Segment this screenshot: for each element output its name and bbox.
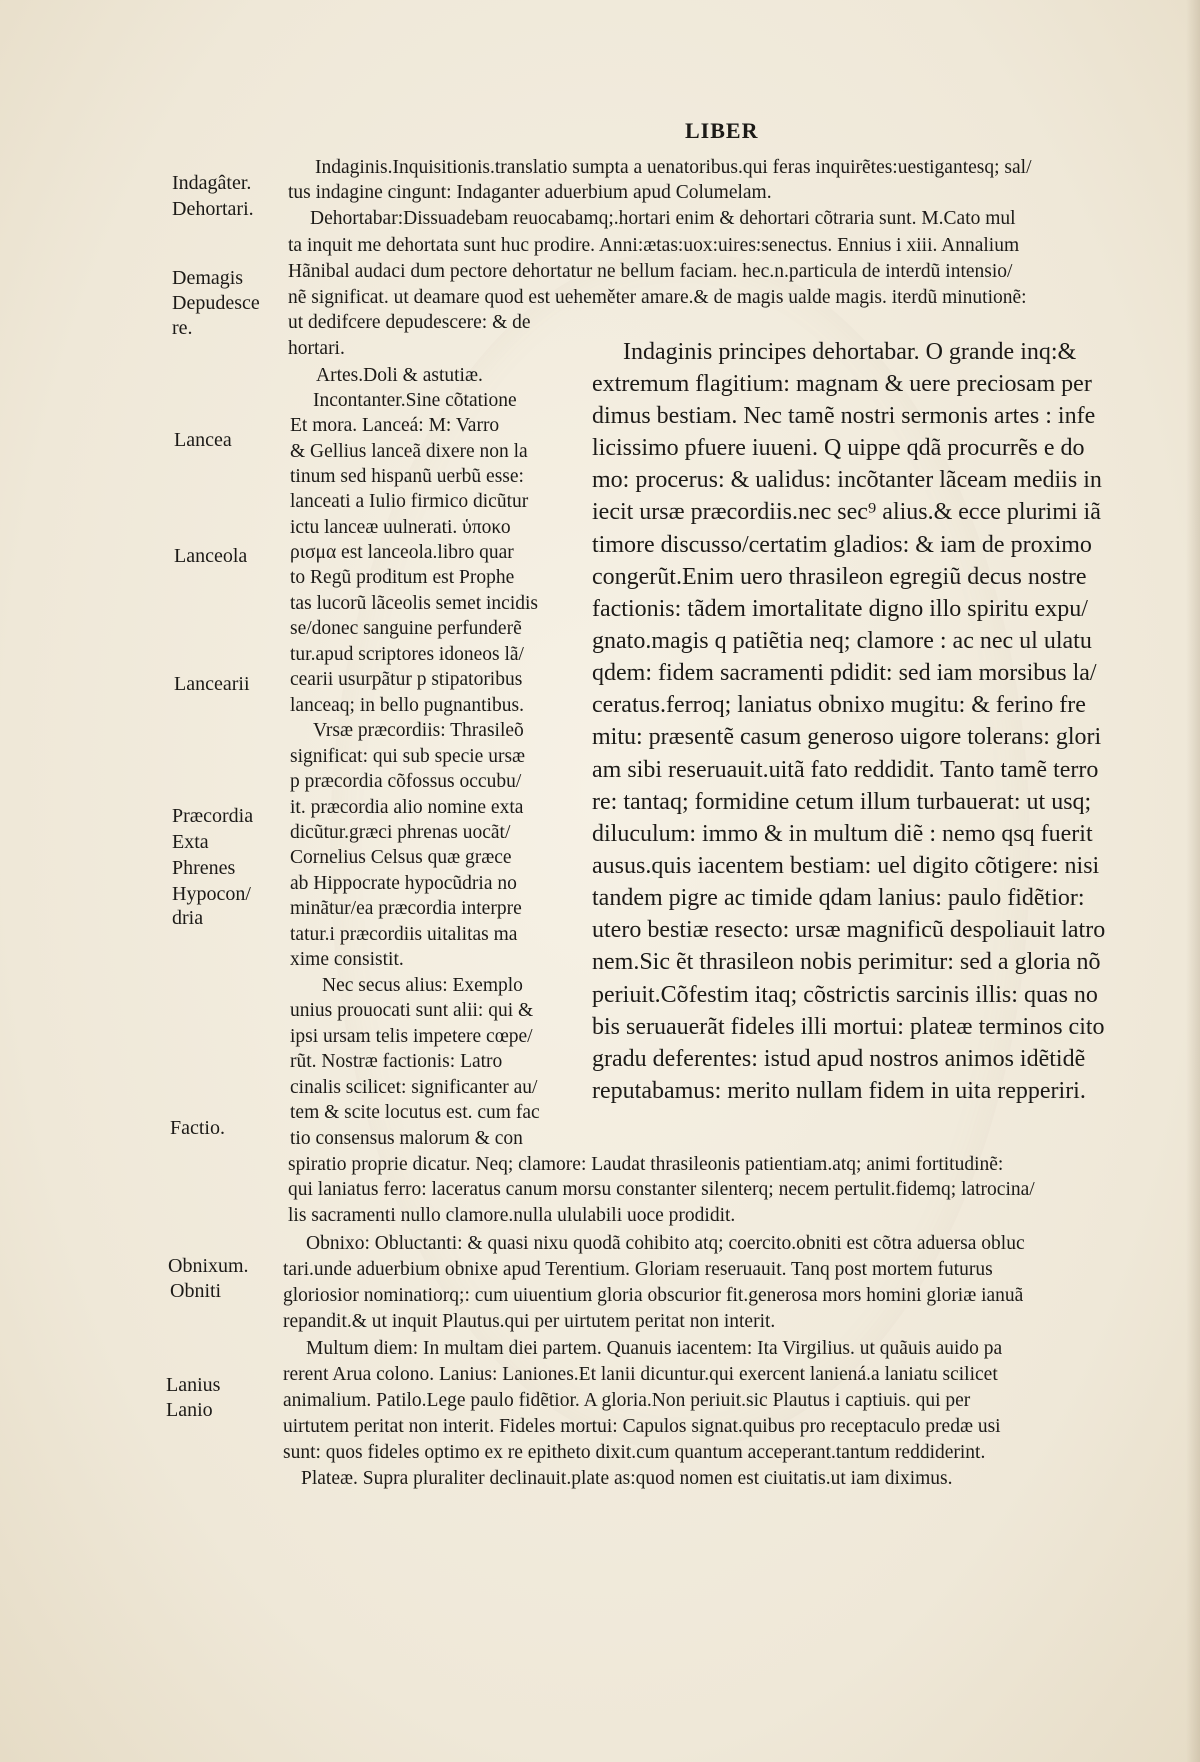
commentary-line: animalium. Patilo.Lege paulo fidẽtior. A gloria.Non periuit.sic Plautus i captiuis. qui per xyxy=(283,1390,971,1411)
commentary-line: nẽ significat. ut deamare quod est ueheměter amare.& de magis ualde magis. iterdũ minutionẽ: xyxy=(288,287,1027,308)
commentary-line: uirtutem peritat non interit. Fideles mortui: Capulos signat.quibus pro receptaculo predæ usi xyxy=(283,1416,1001,1437)
main-text-line: re: tantaq; formidine cetum illum turbauerat: ut usq; xyxy=(592,789,1092,815)
margin-note: Hypocon/ xyxy=(172,883,251,905)
main-text-line: gradu deferentes: istud apud nostros animos idẽtidẽ xyxy=(592,1046,1086,1072)
commentary-line: dicũtur.græci phrenas uocãt/ xyxy=(290,822,511,843)
main-text-line: am sibi reseruauit.uitã fato reddidit. Tanto tamẽ terro xyxy=(592,757,1099,783)
page-edge-shadow xyxy=(1186,0,1200,1762)
main-text-line: qdem: fidem sacramenti pdidit: sed iam morsibus la/ xyxy=(592,660,1097,686)
main-text-line: ceratus.ferroq; laniatus obnixo mugitu: & ferino fre xyxy=(592,692,1086,718)
commentary-line: to Regũ proditum est Prophe xyxy=(290,567,515,588)
commentary-line: Artes.Doli & astutiæ. xyxy=(316,365,483,386)
commentary-line: lis sacramenti nullo clamore.nulla ululabili uoce prodidit. xyxy=(288,1205,736,1226)
commentary-line: cinalis scilicet: significanter au/ xyxy=(290,1077,538,1098)
margin-note: dria xyxy=(172,907,204,929)
commentary-line: Obnixo: Obluctanti: & quasi nixu quodã cohibito atq; coercito.obniti est cõtra aduersa obluc xyxy=(306,1233,1025,1254)
main-text-line: ausus.quis iacentem bestiam: uel digito cõtigere: nisi xyxy=(592,853,1100,879)
commentary-line: ut dedifcere depudescere: & de xyxy=(288,312,531,333)
commentary-line: qui laniatus ferro: laceratus canum morsu constanter silenterq; necem pertulit.fidemq; latrocina/ xyxy=(288,1179,1035,1200)
commentary-line: tinum sed hispanũ uerbũ esse: xyxy=(290,466,524,487)
main-text-line: reputabamus: merito nullam fidem in uita repperiri. xyxy=(592,1078,1086,1104)
commentary-line: sunt: quos fideles optimo ex re epitheto dixit.cum quantum acceperant.tantum reddiderint. xyxy=(283,1442,986,1463)
main-text-line: diluculum: immo & in multum diẽ : nemo qsq fuerit xyxy=(592,821,1093,847)
commentary-line: rerent Arua colono. Lanius: Laniones.Et lanii dicuntur.qui exercent laniená.a laniatu scilicet xyxy=(283,1364,998,1385)
margin-note: Indagâter. xyxy=(172,172,252,194)
margin-note: Depudesce xyxy=(172,292,260,314)
margin-note: re. xyxy=(172,317,193,339)
main-text-line: extremum flagitium: magnam & uere preciosam per xyxy=(592,371,1092,397)
commentary-line: spiratio proprie dicatur. Neq; clamore: Laudat thrasileonis patientiam.atq; animi fortitudinẽ: xyxy=(288,1154,1004,1175)
commentary-line: p præcordia cõfossus occubu/ xyxy=(290,771,522,792)
commentary-line: repandit.& ut inquit Plautus.qui per uirtutem peritat non interit. xyxy=(283,1311,776,1332)
commentary-line: minãtur/ea præcordia interpre xyxy=(290,898,522,919)
commentary-line: Et mora. Lanceá: M: Varro xyxy=(290,415,500,436)
margin-note: Lanceola xyxy=(174,545,248,567)
commentary-line: se/donec sanguine perfunderẽ xyxy=(290,618,522,639)
commentary-line: tari.unde aduerbium obnixe apud Terentium. Gloriam reseruauit. Tanq post mortem futurus xyxy=(283,1259,993,1280)
margin-note: Lancea xyxy=(174,429,232,451)
main-text-line: Indaginis principes dehortabar. O grande inq:& xyxy=(623,339,1077,365)
main-text-line: mo: procerus: & ualidus: incõtanter lãceam mediis in xyxy=(592,467,1102,493)
commentary-line: Nec secus alius: Exemplo xyxy=(322,975,523,996)
commentary-line: Indaginis.Inquisitionis.translatio sumpta a uenatoribus.qui feras inquirẽtes:uestigantesq; sal/ xyxy=(315,157,1032,178)
main-text-line: tandem pigre ac timide qdam lanius: paulo fidẽtior: xyxy=(592,885,1085,911)
commentary-line: tem & scite locutus est. cum fac xyxy=(290,1102,540,1123)
commentary-line: Incontanter.Sine cõtatione xyxy=(313,390,517,411)
commentary-line: tus indagine cingunt: Indaganter aduerbium apud Columelam. xyxy=(288,182,772,203)
commentary-line: it. præcordia alio nomine exta xyxy=(290,797,524,818)
commentary-line: tas lucorũ lãceolis semet incidis xyxy=(290,593,539,614)
commentary-line: ab Hippocrate hypocũdria no xyxy=(290,873,517,894)
main-text-line: factionis: tãdem imortalitate digno illo spiritu expu/ xyxy=(592,596,1088,622)
commentary-line: lanceati a Iulio firmico dicũtur xyxy=(290,491,529,512)
main-text-line: mitu: præsentẽ casum generoso uigore tolerans: glori xyxy=(592,724,1102,750)
commentary-line: ipsi ursam telis impetere cœpe/ xyxy=(290,1026,533,1047)
main-text-line: iecit ursæ præcordiis.nec sec⁹ alius.& ecce plurimi iã xyxy=(592,499,1101,525)
commentary-line: significat: qui sub specie ursæ xyxy=(290,746,526,767)
margin-note: Præcordia xyxy=(172,805,254,827)
margin-note: Factio. xyxy=(170,1117,225,1139)
margin-note: Lanius xyxy=(166,1374,221,1396)
commentary-line: lanceaq; in bello pugnantibus. xyxy=(290,695,524,716)
running-head: LIBER xyxy=(685,118,759,143)
margin-note: Lanio xyxy=(166,1399,213,1421)
margin-note: Dehortari. xyxy=(172,198,254,220)
commentary-line: Dehortabar:Dissuadebam reuocabamq;.hortari enim & dehortari cõtraria sunt. M.Cato mul xyxy=(310,208,1016,229)
margin-note: Phrenes xyxy=(172,857,236,879)
main-text-line: utero bestiæ resecto: ursæ magnificũ despoliauit latro xyxy=(592,917,1106,943)
commentary-line: Vrsæ præcordiis: Thrasileõ xyxy=(313,720,524,741)
commentary-line: Cornelius Celsus quæ græce xyxy=(290,847,512,868)
margin-note: Exta xyxy=(172,831,209,853)
margin-note: Obniti xyxy=(170,1280,222,1302)
main-text-line: dimus bestiam. Nec tamẽ nostri sermonis artes : infe xyxy=(592,403,1096,429)
commentary-line: tur.apud scriptores idoneos lã/ xyxy=(290,644,524,665)
margin-note: Obnixum. xyxy=(168,1255,249,1277)
main-text-line: periuit.Cõfestim itaq; cõstrictis sarcinis illis: quas no xyxy=(592,982,1098,1008)
commentary-line: Multum diem: In multam diei partem. Quanuis iacentem: Ita Virgilius. ut quãuis auido pa xyxy=(306,1338,1003,1359)
commentary-line: tatur.i præcordiis uitalitas ma xyxy=(290,924,518,945)
main-text-line: timore discusso/certatim gladios: & iam de proximo xyxy=(592,532,1092,558)
commentary-line: cearii usurpãtur p stipatoribus xyxy=(290,669,523,690)
commentary-line: Hãnibal audaci dum pectore dehortatur ne bellum faciam. hec.n.particula de interdũ intensio/ xyxy=(288,261,1013,282)
commentary-line: gloriosior nominatiorq;: cum uiuentium gloria obscurior fit.generosa mors homini gloriæ ianuã xyxy=(283,1285,1024,1306)
margin-note: Demagis xyxy=(172,267,244,289)
commentary-line: ictu lanceæ uulnerati. ὑποκο xyxy=(290,517,511,538)
commentary-line: tio consensus malorum & con xyxy=(290,1128,523,1149)
main-text-line: congerũt.Enim uero thrasileon egregiũ decus nostre xyxy=(592,564,1087,590)
commentary-line: hortari. xyxy=(288,338,345,359)
main-text-line: nem.Sic ẽt thrasileon nobis perimitur: sed a gloria nõ xyxy=(592,949,1101,975)
main-text-line: licissimo pfuere iuueni. Q uippe qdã procurrẽs e do xyxy=(592,435,1085,461)
commentary-line: xime consistit. xyxy=(290,949,404,970)
commentary-line: ta inquit me dehortata sunt huc prodire. Anni:ætas:uox:uires:senectus. Ennius i xiii. Annalium xyxy=(288,235,1020,256)
main-text-line: bis seruauerãt fideles illi mortui: plateæ terminos cito xyxy=(592,1014,1105,1040)
commentary-line: unius prouocati sunt alii: qui & xyxy=(290,1000,534,1021)
commentary-line: ρισμα est lanceola.libro quar xyxy=(290,542,514,563)
margin-note: Lancearii xyxy=(174,673,250,695)
commentary-line: Plateæ. Supra pluraliter declinauit.plate as:quod nomen est ciuitatis.ut iam diximus. xyxy=(301,1468,953,1489)
commentary-line: rũt. Nostræ factionis: Latro xyxy=(290,1051,503,1072)
commentary-line: & Gellius lanceã dixere non la xyxy=(290,441,528,462)
main-text-line: gnato.magis q patiẽtia neq; clamore : ac nec ul ulatu xyxy=(592,628,1092,654)
